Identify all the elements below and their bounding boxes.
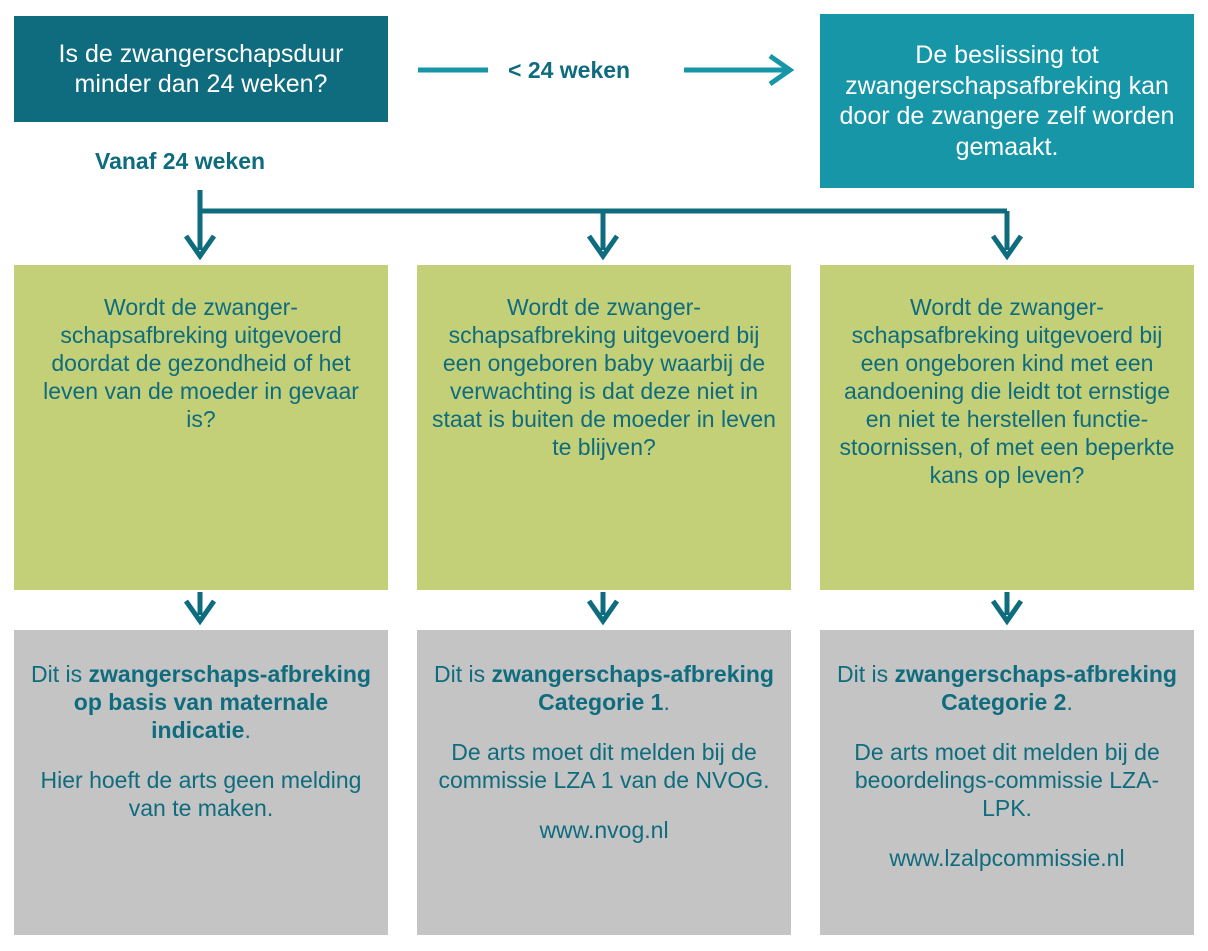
spacer bbox=[832, 716, 1182, 738]
edge-label-less-than-24: < 24 weken bbox=[508, 57, 631, 83]
result-maternal-indication-box bbox=[14, 630, 388, 935]
result-1-body: De arts moet dit melden bij de commissie LZA 1 van de NVOG. bbox=[438, 739, 770, 794]
spacer bbox=[429, 716, 779, 738]
question-start-box bbox=[14, 16, 388, 122]
result-category-1-box bbox=[417, 630, 791, 935]
outcome-self-decision-box bbox=[820, 14, 1194, 188]
question-category-1-box bbox=[417, 265, 791, 590]
question-category-2-text: Wordt de zwanger-schapsafbreking uitgevoerd bij een ongeboren kind met een aandoening die leidt tot ernstige en niet te herstellen functie-stoornissen, of met een beperkte kans op leven? bbox=[839, 294, 1175, 489]
spacer bbox=[429, 794, 779, 816]
result-0-body: Hier hoeft de arts geen melding van te maken. bbox=[40, 767, 362, 822]
result-2-link[interactable]: www.lzalpcommissie.nl bbox=[889, 845, 1125, 872]
edge-label-from-24: Vanaf 24 weken bbox=[95, 148, 266, 174]
result-1-lead-suffix: . bbox=[663, 689, 670, 716]
result-2-lead-prefix: Dit is bbox=[837, 661, 895, 687]
outcome-self-decision-text: De beslissing tot zwangerschapsafbreking kan door de zwangere zelf worden gemaakt. bbox=[839, 41, 1175, 161]
result-0-lead-prefix: Dit is bbox=[31, 661, 89, 687]
result-2-lead-bold: zwangerschaps-afbreking Categorie 2 bbox=[894, 661, 1177, 716]
question-category-1-text: Wordt de zwanger-schapsafbreking uitgevoerd bij een ongeboren baby waarbij de verwachting is dat deze niet in staat is buiten de moeder in leven te blijven? bbox=[432, 294, 776, 461]
question-category-2-box bbox=[820, 265, 1194, 590]
result-1-link[interactable]: www.nvog.nl bbox=[539, 817, 669, 844]
spacer bbox=[26, 744, 376, 766]
result-0-lead-suffix: . bbox=[244, 717, 251, 744]
question-start-text: Is de zwangerschapsduur minder dan 24 weken? bbox=[58, 39, 344, 98]
question-maternal-indication-box bbox=[14, 265, 388, 590]
question-maternal-indication-text: Wordt de zwanger-schapsafbreking uitgevoerd doordat de gezondheid of het leven van de moeder in gevaar is? bbox=[43, 294, 359, 433]
result-category-2-box bbox=[820, 630, 1194, 935]
result-1-lead-bold: zwangerschaps-afbreking Categorie 1 bbox=[491, 661, 774, 716]
spacer bbox=[832, 822, 1182, 844]
result-1-lead-prefix: Dit is bbox=[434, 661, 492, 687]
result-2-lead-suffix: . bbox=[1066, 689, 1073, 716]
result-0-lead-bold: zwangerschaps-afbreking op basis van maternale indicatie bbox=[73, 661, 371, 744]
result-2-body: De arts moet dit melden bij de beoordelings-commissie LZA-LPK. bbox=[854, 739, 1160, 822]
